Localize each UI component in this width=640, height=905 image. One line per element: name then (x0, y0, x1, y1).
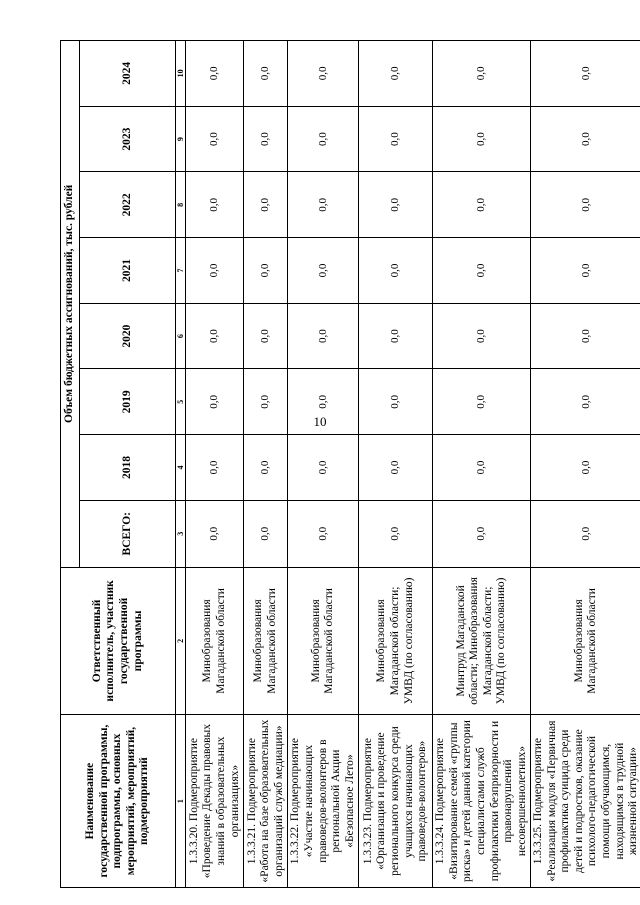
row-executor: Минтруд Магаданской области; Минобразования Магаданской области; УМВД (по согласованию) (433, 567, 531, 715)
row-value: 0,0 (359, 238, 433, 304)
row-value: 0,0 (359, 106, 433, 172)
header-year: 2020 (80, 303, 176, 369)
budget-table (60, 40, 640, 888)
column-number: 2 (176, 567, 186, 715)
row-value: 0,0 (186, 369, 244, 435)
row-value: 0,0 (244, 500, 288, 567)
row-name: 1.3.3.24. Подмероприятие «Визитирование семей «группы риска» и детей данной категории специалистами служб профилактики безпризорности и правонарушений несовершеннолетних» (433, 715, 531, 888)
row-value: 0,0 (531, 106, 640, 172)
table-row (288, 41, 359, 888)
row-value: 0,0 (186, 303, 244, 369)
row-executor: Минобразования Магаданской области (531, 567, 640, 715)
column-number: 7 (176, 238, 186, 304)
row-value: 0,0 (288, 369, 359, 435)
column-number: 4 (176, 435, 186, 501)
row-value: 0,0 (186, 435, 244, 501)
row-value: 0,0 (531, 41, 640, 107)
column-number: 3 (176, 500, 186, 567)
row-value: 0,0 (433, 369, 531, 435)
row-value: 0,0 (433, 41, 531, 107)
row-value: 0,0 (531, 369, 640, 435)
row-value: 0,0 (433, 500, 531, 567)
row-name: 1.3.3.20. Подмероприятие «Проведение Декады правовых знаний в образовательных организациях» (186, 715, 244, 888)
row-value: 0,0 (244, 435, 288, 501)
column-number: 8 (176, 172, 186, 238)
document-sheet (60, 40, 640, 888)
row-value: 0,0 (244, 303, 288, 369)
header-executor: Ответственный исполнитель, участник государственной программы (61, 567, 176, 715)
row-value: 0,0 (359, 172, 433, 238)
row-value: 0,0 (288, 41, 359, 107)
row-value: 0,0 (244, 238, 288, 304)
row-value: 0,0 (433, 435, 531, 501)
row-value: 0,0 (288, 435, 359, 501)
row-value: 0,0 (531, 435, 640, 501)
row-value: 0,0 (359, 435, 433, 501)
row-name: 1.3.3.25. Подмероприятие «Реализация модуля «Первичная профилактика суицида среди детей и подростков, оказание психолого-педагогической помощи обучающимся, находящимся в трудной жизненной ситуации» (531, 715, 640, 888)
row-value: 0,0 (359, 500, 433, 567)
row-value: 0,0 (433, 106, 531, 172)
row-name: 1.3.3.23. Подмероприятие «Организация и проведение регионального конкурса среди учащихся начинающих правоведов-волонтеров» (359, 715, 433, 888)
header-year: 2018 (80, 435, 176, 501)
row-value: 0,0 (531, 500, 640, 567)
row-value: 0,0 (531, 303, 640, 369)
row-value: 0,0 (359, 41, 433, 107)
row-value: 0,0 (288, 172, 359, 238)
column-number: 5 (176, 369, 186, 435)
row-value: 0,0 (244, 172, 288, 238)
row-value: 0,0 (288, 500, 359, 567)
row-value: 0,0 (359, 369, 433, 435)
row-value: 0,0 (288, 303, 359, 369)
row-value: 0,0 (433, 172, 531, 238)
row-value: 0,0 (359, 303, 433, 369)
row-value: 0,0 (186, 106, 244, 172)
row-value: 0,0 (244, 41, 288, 107)
row-value: 0,0 (433, 238, 531, 304)
column-number: 10 (176, 41, 186, 107)
table-row (531, 41, 640, 888)
row-value: 0,0 (433, 303, 531, 369)
column-number: 6 (176, 303, 186, 369)
table-row (186, 41, 244, 888)
table-row (244, 41, 288, 888)
row-value: 0,0 (244, 106, 288, 172)
header-year: 2022 (80, 172, 176, 238)
row-executor: Минобразования Магаданской области (186, 567, 244, 715)
row-name: 1.3.3.22. Подмероприятие «Участие начинающих правоведов-волонтеров в региональной Акции «Безопасное Лето» (288, 715, 359, 888)
row-executor: Минобразования Магаданской области (244, 567, 288, 715)
header-budget: Объем бюджетных ассигнований, тыс. рублей (61, 41, 80, 568)
header-name: Наименование государственной программы, подпрограммы, основных мероприятий, мероприятий, подмероприятий (61, 715, 176, 888)
header-year: 2023 (80, 106, 176, 172)
table-row (359, 41, 433, 888)
row-executor: Минобразования Магаданской области; УМВД (по согласованию) (359, 567, 433, 715)
row-name: 1.3.3.21. Подмероприятие «Работа на базе образовательных организаций служб медиации» (244, 715, 288, 888)
row-value: 0,0 (288, 106, 359, 172)
column-number: 9 (176, 106, 186, 172)
row-value: 0,0 (186, 172, 244, 238)
row-value: 0,0 (531, 238, 640, 304)
header-total: ВСЕГО: (80, 500, 176, 567)
row-value: 0,0 (244, 369, 288, 435)
row-value: 0,0 (186, 500, 244, 567)
header-year: 2019 (80, 369, 176, 435)
row-value: 0,0 (288, 238, 359, 304)
header-year: 2024 (80, 41, 176, 107)
row-value: 0,0 (531, 172, 640, 238)
row-executor: Минобразования Магаданской области (288, 567, 359, 715)
header-year: 2021 (80, 238, 176, 304)
column-number: 1 (176, 715, 186, 888)
row-value: 0,0 (186, 238, 244, 304)
row-value: 0,0 (186, 41, 244, 107)
table-row (433, 41, 531, 888)
page-number: 10 (313, 414, 327, 429)
